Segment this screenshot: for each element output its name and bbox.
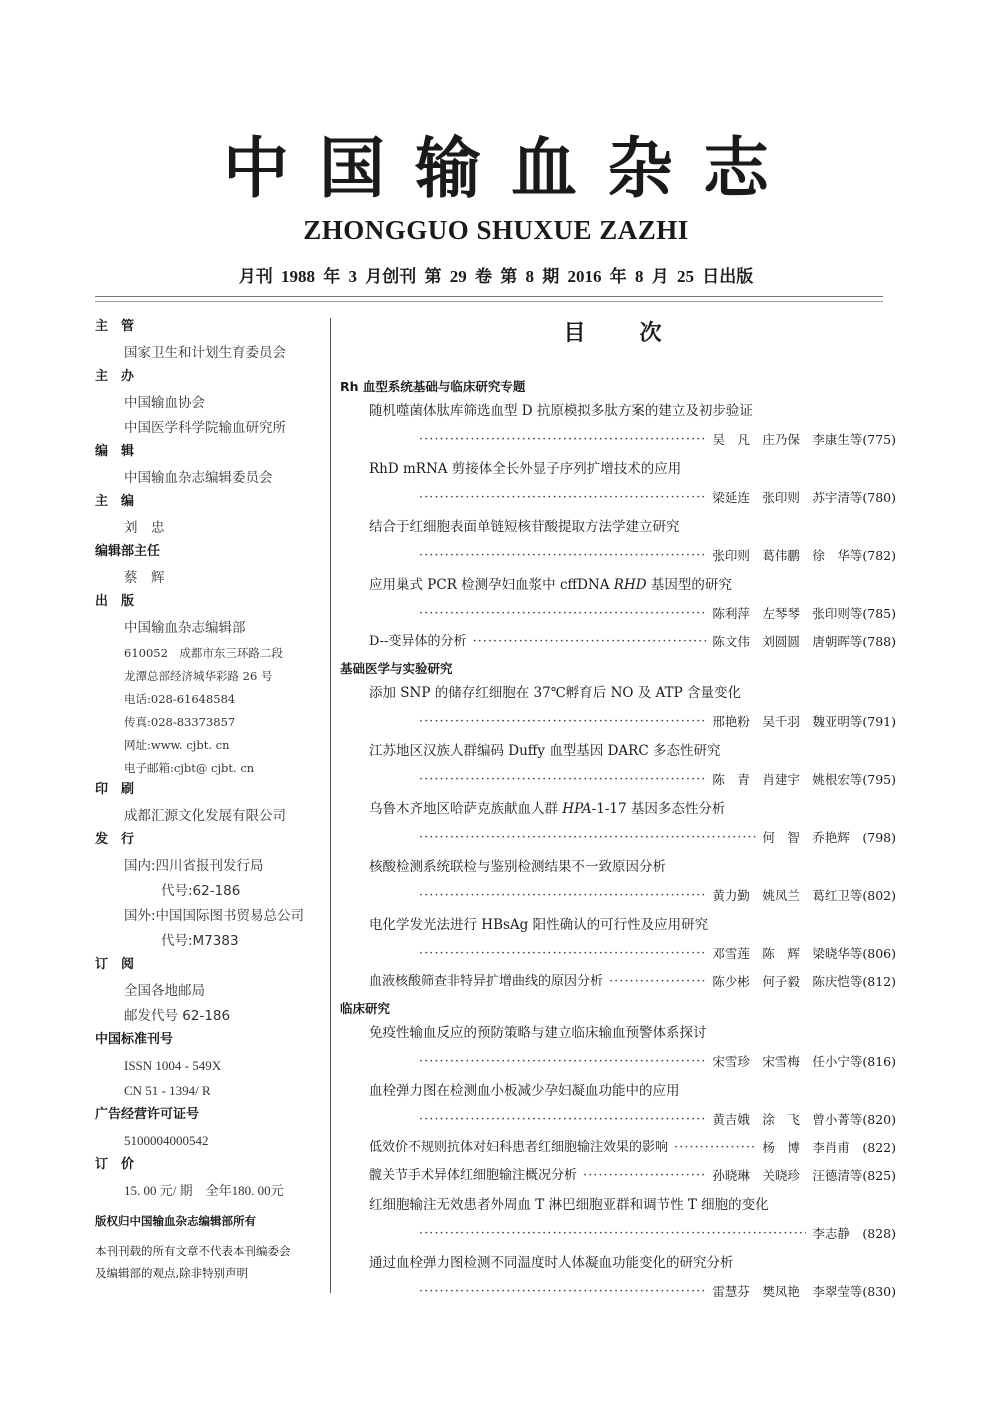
- issue-info: 月刊 1988 年 3 月创刊 第 29 卷 第 8 期 2016 年 8 月 25 日出版: [238, 267, 754, 286]
- leader-dots: [472, 632, 706, 660]
- distribution-domestic-code: 代号:62-186: [161, 883, 241, 899]
- article-title[interactable]: 结合于红细胞表面单链短核苷酸提取方法学建立研究: [369, 519, 680, 535]
- fax: 传真:028-83373857: [124, 715, 236, 729]
- table-of-contents: [340, 378, 896, 1310]
- column-divider: [330, 318, 331, 1293]
- supervisor-value: 国家卫生和计划生育委员会: [124, 345, 286, 361]
- leader-dots: [419, 488, 706, 516]
- article-title[interactable]: 通过血栓弹力图检测不同温度时人体凝血功能变化的研究分析: [369, 1255, 734, 1271]
- article-byline: [340, 886, 896, 914]
- article-byline: [340, 1224, 896, 1252]
- article-authors: 邢艳粉 吴千羽 魏亚明等(791): [712, 714, 896, 729]
- article-byline: [340, 488, 896, 516]
- sponsor-value-2: 中国医学科学院输血研究所: [124, 420, 286, 436]
- leader-dots: [419, 604, 706, 632]
- address-line-1: 610052 成都市东三环路二段: [124, 646, 283, 660]
- article-title[interactable]: 核酸检测系统联检与鉴别检测结果不一致原因分析: [369, 859, 666, 875]
- address-line-2: 龙潭总部经济城华彩路 26 号: [124, 669, 273, 683]
- article-title: D--变异体的分析: [369, 634, 467, 649]
- website: 网址:www. cjbt. cn: [124, 738, 230, 752]
- article-title: 低效价不规则抗体对妇科患者红细胞输注效果的影响: [369, 1140, 669, 1155]
- disclaimer: [95, 1240, 325, 1284]
- article-byline: [340, 430, 896, 458]
- disclaimer-line-1: 本刊刊载的所有文章不代表本刊编委会: [95, 1244, 291, 1258]
- article-authors: 黄吉娥 涂 飞 曾小菁等(820): [712, 1112, 896, 1127]
- ad-license-value: 5100004000542: [124, 1133, 209, 1148]
- article-title: 髋关节手术异体红细胞输注概况分析: [369, 1168, 578, 1183]
- article-authors: 宋雪珍 宋雪梅 任小宁等(816): [712, 1054, 896, 1069]
- article-title[interactable]: 免疫性输血反应的预防策略与建立临床输血预警体系探讨: [369, 1025, 707, 1041]
- title-part: 乌鲁木齐地区哈萨克族献血人群: [369, 801, 563, 817]
- article-authors: 陈少彬 何子毅 陈庆恺等(812): [712, 974, 896, 989]
- article-authors: 何 智 乔艳辉 (798): [762, 830, 896, 845]
- price-label: 订 价: [95, 1157, 135, 1172]
- leader-dots: [583, 1166, 706, 1194]
- article-title: 血液核酸筛查非特异扩增曲线的原因分析: [369, 974, 604, 989]
- journal-title-en: ZHONGGUO SHUXUE ZAZHI: [303, 215, 689, 245]
- office-director-label: 编辑部主任: [95, 544, 161, 559]
- article-entry[interactable]: [340, 1138, 896, 1166]
- leader-dots: [419, 546, 706, 574]
- article-title[interactable]: 添加 SNP 的储存红细胞在 37℃孵育后 NO 及 ATP 含量变化: [369, 685, 741, 701]
- issn-label: 中国标准刊号: [95, 1032, 174, 1047]
- article-title[interactable]: 随机噬菌体肽库筛选血型 D 抗原模拟多肽方案的建立及初步验证: [369, 403, 753, 419]
- leader-dots: [419, 1052, 706, 1080]
- leader-dots: [419, 770, 706, 798]
- gene-name: RHD: [613, 577, 647, 593]
- article-authors: 吴 凡 庄乃保 李康生等(775): [712, 432, 896, 447]
- leader-dots: [419, 944, 706, 972]
- article-title[interactable]: 江苏地区汉族人群编码 Duffy 血型基因 DARC 多态性研究: [369, 743, 721, 759]
- gene-name: HPA: [562, 801, 592, 817]
- distribution-domestic: 国内:四川省报刊发行局: [124, 858, 264, 874]
- disclaimer-line-2: 及编辑部的观点,除非特别声明: [95, 1266, 249, 1280]
- article-title[interactable]: 血栓弹力图在检测血小板减少孕妇凝血功能中的应用: [369, 1083, 680, 1099]
- article-authors: 杨 博 李肖甫 (822): [762, 1140, 896, 1155]
- article-byline: [340, 1110, 896, 1138]
- section-heading: 临床研究: [340, 1001, 391, 1016]
- article-byline: [340, 1052, 896, 1080]
- publisher-label: 出 版: [95, 594, 135, 609]
- leader-dots: [419, 1110, 706, 1138]
- article-entry[interactable]: [340, 972, 896, 1000]
- article-authors: 李志静 (828): [812, 1226, 896, 1241]
- article-title[interactable]: [340, 798, 896, 828]
- supervisor-label: 主 管: [95, 319, 135, 334]
- article-byline: [340, 604, 896, 632]
- printer-label: 印 刷: [95, 782, 135, 797]
- leader-dots: [419, 828, 756, 856]
- article-entry[interactable]: [340, 1166, 896, 1194]
- sponsor-value-1: 中国输血协会: [124, 395, 205, 411]
- header-rule: [95, 296, 883, 297]
- article-byline: [340, 944, 896, 972]
- phone: 电话:028-61648584: [124, 692, 236, 706]
- article-title[interactable]: 电化学发光法进行 HBsAg 阳性确认的可行性及应用研究: [369, 917, 709, 933]
- title-part: -1-17 基因多态性分析: [591, 801, 726, 817]
- price-value: 15. 00 元/ 期 全年180. 00元: [124, 1183, 284, 1198]
- copyright-notice: 版权归中国输血杂志编辑部所有: [95, 1214, 256, 1228]
- publisher-value: 中国输血杂志编辑部: [124, 620, 246, 636]
- article-authors: 邓雪莲 陈 辉 梁晓华等(806): [712, 946, 896, 961]
- issn-value: ISSN 1004 - 549X: [124, 1058, 222, 1073]
- subscription-label: 订 阅: [95, 957, 135, 972]
- article-title[interactable]: [340, 574, 896, 604]
- masthead: [95, 318, 325, 1284]
- article-authors: 梁延连 张印则 苏宇清等(780): [712, 490, 896, 505]
- leader-dots: [609, 972, 706, 1000]
- office-director-value: 蔡 辉: [124, 570, 165, 586]
- article-authors: 黄力勤 姚凤兰 葛红卫等(802): [712, 888, 896, 903]
- distribution-label: 发 行: [95, 832, 135, 847]
- article-title[interactable]: RhD mRNA 剪接体全长外显子序列扩增技术的应用: [369, 461, 682, 477]
- header-rule-thin: [95, 301, 883, 302]
- article-byline: [340, 1282, 896, 1310]
- title-part: 应用巢式 PCR 检测孕妇血浆中 cffDNA: [369, 577, 614, 593]
- article-authors: 张印则 葛伟鹏 徐 华等(782): [712, 548, 896, 563]
- title-part: 基因型的研究: [646, 577, 732, 593]
- section-heading: 基础医学与实验研究: [340, 661, 453, 676]
- subscription-value-1: 全国各地邮局: [124, 983, 205, 999]
- article-byline: [340, 712, 896, 740]
- leader-dots: [419, 712, 706, 740]
- toc-title: 目次: [563, 321, 716, 346]
- article-byline: [340, 770, 896, 798]
- email: 电子邮箱:cjbt@ cjbt. cn: [124, 761, 255, 775]
- article-entry[interactable]: [340, 632, 896, 660]
- editor-value: 中国输血杂志编辑委员会: [124, 470, 273, 486]
- leader-dots: [419, 430, 706, 458]
- sponsor-label: 主 办: [95, 369, 135, 384]
- leader-dots: [419, 1224, 806, 1252]
- printer-value: 成都汇源文化发展有限公司: [124, 808, 286, 824]
- leader-dots: [674, 1138, 756, 1166]
- article-title[interactable]: 红细胞输注无效患者外周血 T 淋巴细胞亚群和调节性 T 细胞的变化: [369, 1197, 769, 1213]
- article-authors: 陈 青 肖建宇 姚根宏等(795): [712, 772, 896, 787]
- article-byline: [340, 828, 896, 856]
- distribution-foreign: 国外:中国国际图书贸易总公司: [124, 908, 305, 924]
- article-authors: 陈文伟 刘圆圆 唐朝晖等(788): [712, 634, 896, 649]
- article-byline: [340, 546, 896, 574]
- chief-editor-value: 刘 忠: [124, 520, 165, 536]
- journal-title-cn: 中国输血杂志: [223, 129, 799, 207]
- section-heading: Rh 血型系统基础与临床研究专题: [340, 379, 526, 394]
- leader-dots: [419, 1282, 706, 1310]
- article-authors: 雷慧芬 樊凤艳 李翠莹等(830): [712, 1284, 896, 1299]
- article-authors: 陈利萍 左琴琴 张印则等(785): [712, 606, 896, 621]
- subscription-value-2: 邮发代号 62-186: [124, 1008, 231, 1024]
- leader-dots: [419, 886, 706, 914]
- cn-value: CN 51 - 1394/ R: [124, 1083, 211, 1098]
- article-authors: 孙晓琳 关晓珍 汪德清等(825): [712, 1168, 896, 1183]
- editor-label: 编 辑: [95, 444, 135, 459]
- ad-license-label: 广告经营许可证号: [95, 1107, 200, 1122]
- distribution-foreign-code: 代号:M7383: [161, 933, 239, 949]
- chief-editor-label: 主 编: [95, 494, 135, 509]
